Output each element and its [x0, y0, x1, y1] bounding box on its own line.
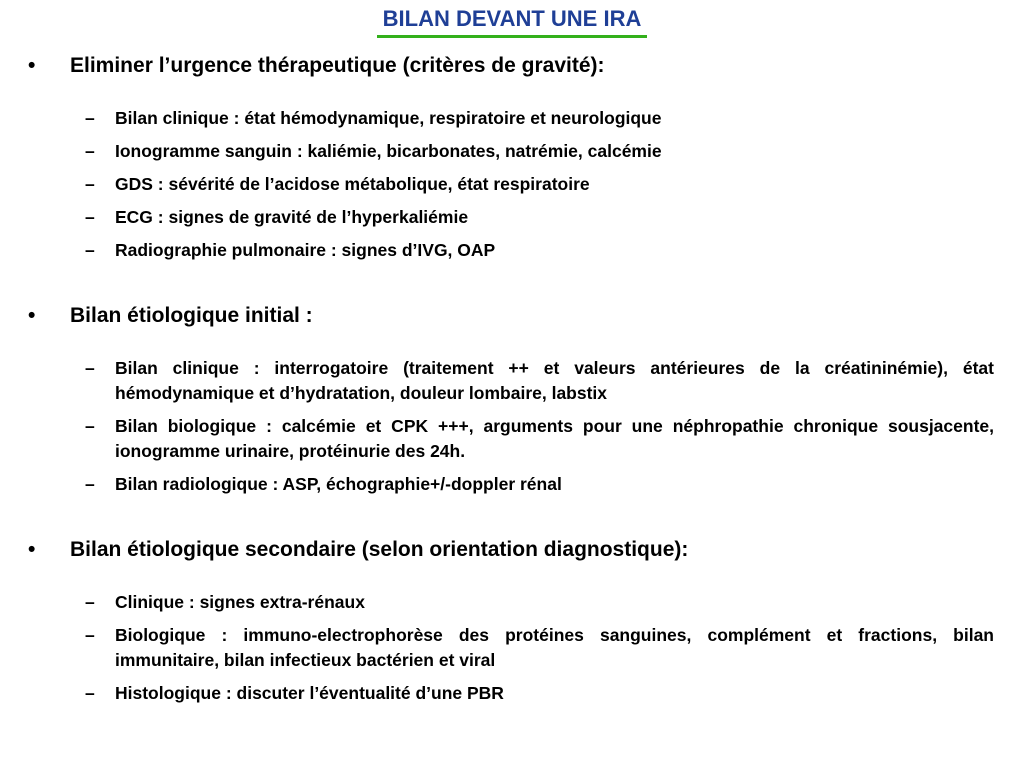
sub-list [28, 106, 994, 263]
section-heading [28, 52, 994, 80]
list-item [28, 139, 994, 164]
list-item-text: ECG : signes de gravité de l’hyperkaliémie [115, 207, 469, 227]
dash-icon: – [85, 683, 95, 703]
dash-icon: – [85, 474, 95, 494]
section-heading-text: Bilan étiologique secondaire (selon orientation diagnostique): [70, 538, 689, 561]
section-spacer [28, 271, 994, 302]
bullet-icon: • [28, 538, 36, 561]
list-item-text: Biologique : immuno-electrophorèse des protéines sanguines, complément et fractions, bilan immunitaire, bilan infectieux bactérien et viral [115, 625, 994, 670]
dash-icon: – [85, 108, 95, 128]
list-item-text: Bilan clinique : interrogatoire (traitement ++ et valeurs antérieures de la créatininémie), état hémodynamique et d’hydratation, douleur lombaire, labstix [115, 358, 994, 403]
list-item-text: Radiographie pulmonaire : signes d’IVG, OAP [115, 240, 496, 260]
list-item [28, 205, 994, 230]
dash-icon: – [85, 358, 95, 378]
section-heading [28, 302, 994, 330]
list-item [28, 106, 994, 131]
dash-icon: – [85, 240, 95, 260]
dash-icon: – [85, 207, 95, 227]
sub-list [28, 590, 994, 706]
section-etiologique-secondaire [28, 536, 994, 706]
list-item [28, 414, 994, 464]
dash-icon: – [85, 592, 95, 612]
section-spacer [28, 505, 994, 536]
bullet-icon: • [28, 304, 36, 327]
section-heading-text: Bilan étiologique initial : [70, 304, 313, 327]
list-item [28, 472, 994, 497]
list-item-text: Bilan biologique : calcémie et CPK +++, arguments pour une néphropathie chronique sousjacente, ionogramme urinaire, protéinurie des 24h. [115, 416, 994, 461]
list-item-text: GDS : sévérité de l’acidose métabolique, état respiratoire [115, 174, 590, 194]
list-item [28, 356, 994, 406]
list-item-text: Bilan clinique : état hémodynamique, respiratoire et neurologique [115, 108, 662, 128]
dash-icon: – [85, 416, 95, 436]
list-item-text: Clinique : signes extra-rénaux [115, 592, 365, 612]
list-item [28, 590, 994, 615]
list-item-text: Ionogramme sanguin : kaliémie, bicarbonates, natrémie, calcémie [115, 141, 662, 161]
list-item-text: Histologique : discuter l’éventualité d’une PBR [115, 683, 504, 703]
section-urgence [28, 52, 994, 263]
bullet-icon: • [28, 54, 36, 77]
title-container [0, 5, 1024, 38]
section-heading-text: Eliminer l’urgence thérapeutique (critères de gravité): [70, 54, 605, 77]
list-item [28, 172, 994, 197]
dash-icon: – [85, 141, 95, 161]
page-title: BILAN DEVANT UNE IRA [377, 5, 648, 38]
list-item [28, 623, 994, 673]
list-item-text: Bilan radiologique : ASP, échographie+/-doppler rénal [115, 474, 562, 494]
slide-content [28, 52, 994, 714]
dash-icon: – [85, 174, 95, 194]
dash-icon: – [85, 625, 95, 645]
list-item [28, 238, 994, 263]
sub-list [28, 356, 994, 497]
list-item [28, 681, 994, 706]
section-etiologique-initial [28, 302, 994, 497]
section-heading [28, 536, 994, 564]
